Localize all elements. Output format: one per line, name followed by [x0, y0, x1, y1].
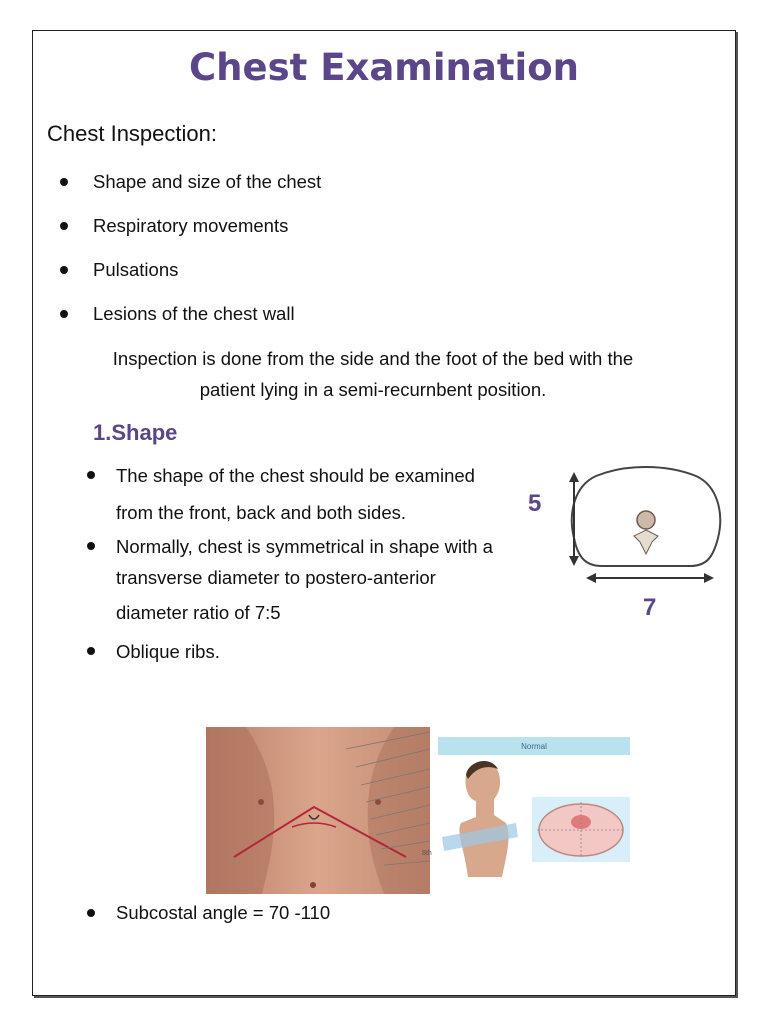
arrow-head-icon — [586, 573, 596, 583]
arrow-head-icon — [569, 556, 579, 566]
list-item-text: The shape of the chest should be examined — [116, 465, 475, 486]
list-item — [87, 531, 537, 633]
inspection-note-line: Inspection is done from the side and the foot of the bed with the — [112, 348, 634, 369]
shape-list — [87, 457, 537, 670]
page-title: Chest Examination — [189, 46, 579, 89]
section-heading-inspection: Chest Inspection: — [47, 121, 217, 146]
list-item-text: Normally, chest is symmetrical in shape with a — [116, 536, 493, 557]
list-item-text: Respiratory movements — [93, 215, 289, 236]
list-item-text: Oblique ribs. — [116, 641, 220, 662]
list-item-text: Shape and size of the chest — [93, 171, 322, 192]
arrow-head-icon — [569, 472, 579, 482]
bullet-icon — [60, 266, 68, 274]
list-item — [87, 457, 537, 531]
list-item — [60, 302, 321, 346]
bullet-icon — [60, 178, 68, 186]
inspection-note — [55, 343, 691, 405]
subcostal-angle-illustration — [206, 727, 631, 894]
shape-heading: 1.Shape — [93, 420, 178, 445]
list-item — [60, 258, 321, 302]
spine-process-icon — [634, 530, 658, 554]
list-item — [60, 170, 321, 214]
list-item-text: Subcostal angle = 70 -110 — [116, 902, 331, 923]
inspection-list — [60, 170, 321, 346]
bullet-icon — [60, 310, 68, 318]
bullet-icon — [87, 542, 95, 550]
bullet-icon — [87, 647, 95, 655]
list-item-text: diameter ratio of 7:5 — [116, 602, 281, 623]
inspection-note-line: patient lying in a semi-recurnbent position. — [199, 379, 547, 400]
bullet-icon — [87, 909, 95, 917]
list-item-text: Pulsations — [93, 259, 179, 280]
list-item-text: Lesions of the chest wall — [93, 303, 295, 324]
chest-cross-section-diagram — [566, 462, 726, 592]
subcostal-angle-item — [87, 900, 330, 926]
normal-panel-label: Normal — [521, 742, 547, 751]
rib-tag: 8th — [422, 850, 432, 857]
list-item-text: transverse diameter to postero-anterior — [116, 567, 436, 588]
arrow-head-icon — [704, 573, 714, 583]
person-profile-icon — [459, 762, 508, 877]
ap-diameter-label: 5 — [528, 490, 542, 517]
vertebra-icon — [637, 511, 655, 529]
list-item — [87, 633, 537, 670]
transverse-diameter-label: 7 — [643, 594, 657, 621]
bullet-icon — [60, 222, 68, 230]
nipple-icon — [258, 799, 264, 805]
navel-icon — [310, 882, 316, 888]
bullet-icon — [87, 471, 95, 479]
list-item-text: from the front, back and both sides. — [116, 502, 406, 523]
list-item — [60, 214, 321, 258]
